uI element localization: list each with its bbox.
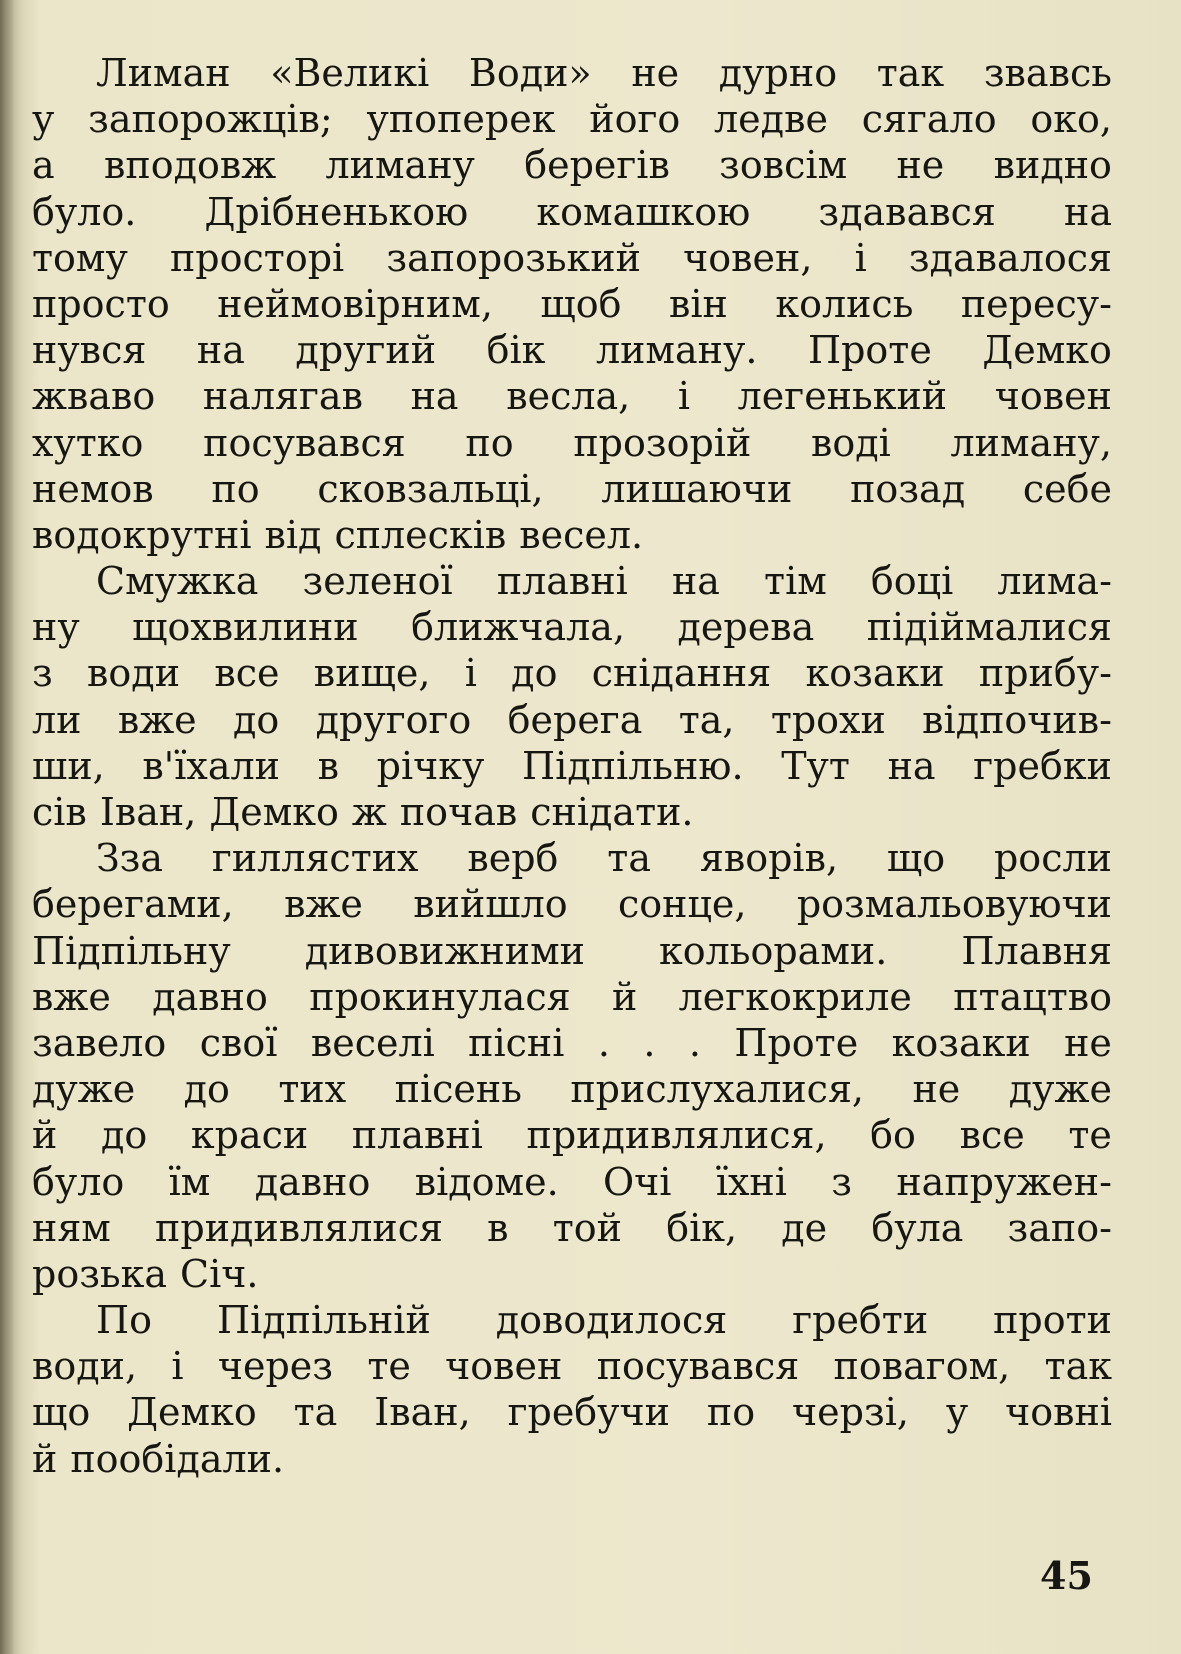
word: зеленої <box>302 559 453 604</box>
text-line <box>32 835 1112 881</box>
word: свої <box>199 1020 278 1065</box>
word: снідати. <box>530 790 694 834</box>
word: сонце, <box>618 882 747 927</box>
word: від <box>264 512 322 557</box>
paragraph <box>32 50 1112 558</box>
word: та, <box>678 697 735 742</box>
word: до <box>511 651 558 696</box>
word: бік, <box>666 1205 738 1250</box>
word: вже <box>117 697 197 742</box>
word: вийшло <box>413 882 568 927</box>
text-line <box>32 1205 1112 1251</box>
word: дуже <box>32 1067 136 1112</box>
word: вже <box>32 974 111 1019</box>
word: Підпільну <box>32 928 231 973</box>
word: лиману, <box>950 420 1112 465</box>
text-line <box>32 235 1112 281</box>
word: прислухалися, <box>570 1067 865 1112</box>
word: . <box>643 1020 656 1065</box>
word: дуже <box>1008 1067 1112 1112</box>
word: снідання <box>591 651 772 696</box>
word: в <box>317 743 339 788</box>
word: дивовижними <box>304 928 585 973</box>
word: ближчала, <box>411 605 626 650</box>
word: дурно <box>718 51 838 95</box>
word: прозорій <box>573 420 752 465</box>
word: Проте <box>807 328 932 373</box>
word: нувся <box>32 328 147 373</box>
word: трохи <box>770 697 886 742</box>
word: його <box>589 97 681 142</box>
word: відоме. <box>414 1159 559 1204</box>
word: проти <box>993 1298 1112 1343</box>
word: на <box>1064 189 1112 234</box>
word: берегами, <box>32 882 234 927</box>
word: розька <box>32 1251 168 1296</box>
word: й <box>32 1436 58 1481</box>
word: налягав <box>202 374 363 419</box>
word: повагом, <box>833 1344 1011 1389</box>
word: посувався <box>596 1344 800 1389</box>
word: пообідали. <box>70 1436 285 1481</box>
word: придивлялися <box>155 1205 443 1250</box>
word: ши, <box>32 743 105 788</box>
word: лиману. <box>595 328 758 373</box>
word: в <box>487 1205 509 1250</box>
text-line <box>32 789 1112 835</box>
word: запо- <box>1007 1205 1112 1250</box>
word: у <box>945 1390 969 1435</box>
word: другого <box>315 697 472 742</box>
word: човен <box>994 374 1112 419</box>
word: ледве <box>714 97 828 142</box>
word: підіймалися <box>866 605 1112 650</box>
text-line <box>32 420 1112 466</box>
word: що <box>32 1390 91 1435</box>
word: бік <box>486 328 546 373</box>
word: прибу- <box>978 651 1112 696</box>
word: не <box>1064 1020 1112 1065</box>
word: почав <box>399 790 518 834</box>
text-line <box>32 604 1112 650</box>
word: плавні <box>496 559 628 604</box>
word: водокрутні <box>32 512 252 557</box>
word: комашкою <box>536 189 751 234</box>
word: другий <box>295 328 437 373</box>
word: ж <box>351 790 387 834</box>
word: Демко <box>127 1390 257 1435</box>
word: плавні <box>351 1113 483 1158</box>
word: придивлялися, <box>526 1113 827 1158</box>
word: щохвилини <box>132 605 359 650</box>
text-line <box>32 1159 1112 1205</box>
word: гребки <box>973 743 1112 788</box>
word: верб <box>467 836 559 881</box>
word: яворів, <box>699 836 839 881</box>
word: По <box>96 1298 153 1343</box>
word: ну <box>32 605 80 650</box>
word: здавалося <box>908 235 1112 280</box>
text-line <box>32 558 1112 604</box>
word: козаки <box>891 1020 1031 1065</box>
word: з <box>32 651 53 696</box>
word: напружен- <box>896 1159 1112 1204</box>
word: на <box>410 374 459 419</box>
word: легкокриле <box>678 974 912 1019</box>
word: ли <box>32 697 82 742</box>
page-gutter-shadow <box>0 0 14 1654</box>
text-line <box>32 96 1112 142</box>
word: і <box>677 374 691 419</box>
text-line <box>32 1251 1112 1297</box>
word: було. <box>32 189 137 234</box>
word: на <box>671 559 720 604</box>
word: лима- <box>997 559 1112 604</box>
word: Підпільню. <box>522 743 744 788</box>
word: боці <box>870 559 954 604</box>
word: просто <box>32 281 170 326</box>
text-line <box>32 650 1112 696</box>
word: гребти <box>792 1298 929 1343</box>
word: Іван, <box>374 1390 471 1435</box>
paragraph <box>32 1297 1112 1482</box>
text-line <box>32 974 1112 1020</box>
text-line <box>32 1112 1112 1158</box>
word: з <box>831 1159 852 1204</box>
word: себе <box>1022 466 1112 511</box>
word: все <box>214 651 280 696</box>
word: немов <box>32 466 154 511</box>
word: так <box>1044 1344 1112 1389</box>
word: відпочив- <box>922 697 1112 742</box>
word: і <box>171 1344 184 1389</box>
word: черзі, <box>792 1390 909 1435</box>
word: гребучи <box>507 1390 670 1435</box>
word: зовсім <box>719 143 848 188</box>
word: до <box>100 1113 148 1158</box>
word: Демко <box>982 328 1112 373</box>
word: запорозький <box>386 235 641 280</box>
word: хутко <box>32 420 144 465</box>
word: Плавня <box>961 928 1112 973</box>
text-line <box>32 327 1112 373</box>
paragraph <box>32 835 1112 1297</box>
word: що <box>886 836 946 881</box>
word: в'їхали <box>142 743 280 788</box>
word: лиману <box>325 143 475 188</box>
word: . <box>597 1020 610 1065</box>
word: завело <box>32 1020 167 1065</box>
text-line <box>32 512 1112 558</box>
word: позад <box>850 466 966 511</box>
text-line <box>32 881 1112 927</box>
word: пісень <box>394 1067 522 1112</box>
word: та <box>293 1390 338 1435</box>
text-line <box>32 189 1112 235</box>
word: росли <box>993 836 1112 881</box>
word: води, <box>32 1344 138 1389</box>
word: сплесків <box>334 512 507 557</box>
word: сягало <box>861 97 997 142</box>
word: те <box>1068 1113 1112 1158</box>
word: воді <box>810 420 891 465</box>
word: Зза <box>96 836 164 881</box>
word: пересу- <box>960 281 1112 326</box>
word: Демко <box>209 790 339 834</box>
word: Дрібненькою <box>204 189 469 234</box>
text-line <box>32 1389 1112 1435</box>
word: так <box>876 51 945 95</box>
word: до <box>183 1067 230 1112</box>
word: Очі <box>603 1159 672 1204</box>
word: гиллястих <box>211 836 419 881</box>
word: дерева <box>677 605 815 650</box>
word: Проте <box>734 1020 859 1065</box>
word: вище, <box>313 651 431 696</box>
paragraph-list <box>32 50 1112 1482</box>
text-line <box>32 373 1112 419</box>
word: доводилося <box>495 1298 728 1343</box>
word: їхні <box>715 1159 787 1204</box>
word: посувався <box>203 420 406 465</box>
word: весел. <box>519 512 644 557</box>
word: весла, <box>506 374 631 419</box>
word: річку <box>376 743 485 788</box>
word: лишаючи <box>601 466 793 511</box>
text-line <box>32 1343 1112 1389</box>
text-line <box>32 142 1112 188</box>
word: не <box>631 51 680 95</box>
word: птацтво <box>953 974 1112 1019</box>
word: через <box>217 1344 334 1389</box>
word: й <box>611 974 638 1019</box>
text-line <box>32 1066 1112 1112</box>
word: неймовірним, <box>217 281 493 326</box>
word: берега <box>507 697 643 742</box>
word: човен <box>445 1344 563 1389</box>
word: сковзальці, <box>317 466 544 511</box>
word: жваво <box>32 374 156 419</box>
word: була <box>871 1205 964 1250</box>
word: просторі <box>169 235 345 280</box>
word: води <box>87 651 181 696</box>
word: де <box>781 1205 828 1250</box>
word: Підпільній <box>216 1298 431 1343</box>
word: розмальовуючи <box>796 882 1112 927</box>
word: той <box>552 1205 622 1250</box>
word: човен, <box>683 235 813 280</box>
text-line <box>32 1436 1112 1482</box>
word: Січ. <box>180 1251 259 1296</box>
word: Смужка <box>96 559 259 604</box>
text-line <box>32 466 1112 512</box>
word: те <box>367 1344 411 1389</box>
word: Іван, <box>99 790 197 834</box>
text-line <box>32 1020 1112 1066</box>
word: тім <box>764 559 827 604</box>
text-line <box>32 50 1112 96</box>
word: легенький <box>737 374 948 419</box>
word: вже <box>284 882 363 927</box>
page-number: 45 <box>1040 1553 1093 1598</box>
word: кольорами. <box>659 928 888 973</box>
word: пісні <box>468 1020 565 1065</box>
word: сів <box>32 790 87 834</box>
word: щоб <box>540 281 622 326</box>
word: у <box>32 97 55 142</box>
word: він <box>668 281 728 326</box>
word: і <box>464 651 477 696</box>
word: запорожців; <box>88 97 333 142</box>
text-line <box>32 1297 1112 1343</box>
word: прокинулася <box>309 974 571 1019</box>
text-line <box>32 928 1112 974</box>
word: на <box>887 743 936 788</box>
word: по <box>211 466 260 511</box>
word: звавсь <box>983 51 1112 95</box>
word: тих <box>278 1067 347 1112</box>
word: Води» <box>468 51 592 95</box>
word: здавався <box>818 189 996 234</box>
word: упоперек <box>366 97 556 142</box>
word: по <box>706 1390 756 1435</box>
body-text <box>32 50 1112 1482</box>
word: бо <box>870 1113 916 1158</box>
word: Тут <box>781 743 850 788</box>
word: давно <box>152 974 268 1019</box>
word: та <box>607 836 651 881</box>
word: Лиман <box>96 51 231 95</box>
word: вподовж <box>103 143 277 188</box>
word: до <box>233 697 280 742</box>
word: човні <box>1005 1390 1112 1435</box>
text-line <box>32 281 1112 327</box>
word: було <box>32 1159 125 1204</box>
word: й <box>32 1113 58 1158</box>
text-line <box>32 697 1112 743</box>
word: їм <box>168 1159 211 1204</box>
text-line <box>32 743 1112 789</box>
word: на <box>196 328 245 373</box>
word: а <box>32 143 55 188</box>
word: берегів <box>524 143 670 188</box>
paragraph <box>32 558 1112 835</box>
word: не <box>912 1067 961 1112</box>
word: по <box>465 420 514 465</box>
word: давно <box>254 1159 371 1204</box>
word: тому <box>32 235 128 280</box>
word: «Великі <box>270 51 430 95</box>
word: веселі <box>310 1020 435 1065</box>
word: не <box>896 143 945 188</box>
word: все <box>959 1113 1025 1158</box>
word: козаки <box>805 651 945 696</box>
word: око, <box>1030 97 1112 142</box>
word: видно <box>993 143 1112 188</box>
word: ням <box>32 1205 111 1250</box>
word: краси <box>190 1113 309 1158</box>
word: . <box>688 1020 701 1065</box>
word: і <box>854 235 867 280</box>
word: колись <box>775 281 914 326</box>
